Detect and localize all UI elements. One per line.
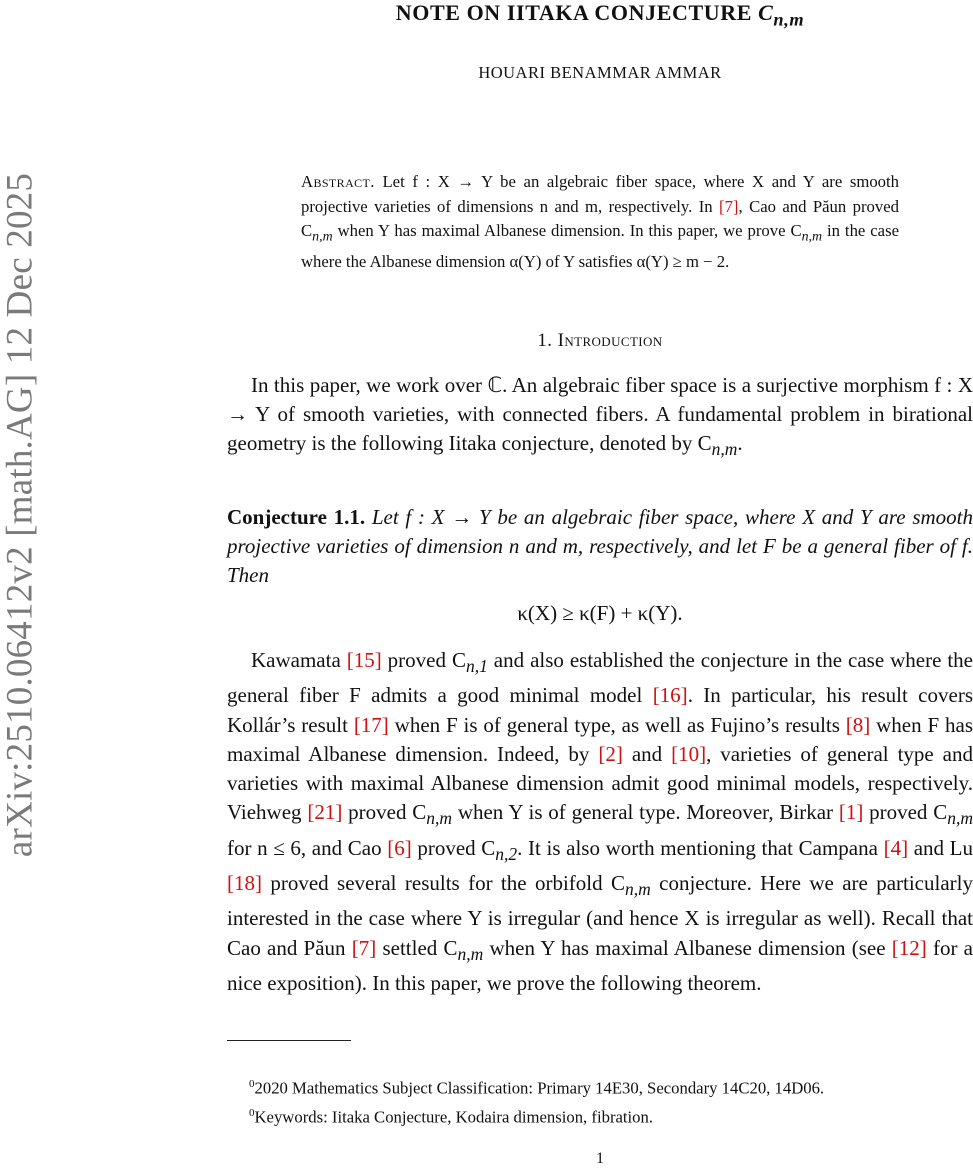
section-heading: 1. Introduction xyxy=(537,330,663,351)
conjecture-block xyxy=(227,503,973,591)
paragraph-text: proved C xyxy=(411,835,496,860)
math-subscript: n,m xyxy=(801,229,823,245)
abstract-text: Let f : X → Y be an algebraic fiber space, where X and Y are smooth projective varieties of dimensions n and m, respectively. In xyxy=(301,172,899,216)
math-subscript: n,m xyxy=(624,879,651,900)
paragraph-text: proved C xyxy=(863,800,948,825)
arxiv-sidebar xyxy=(0,125,41,905)
paragraph-text: proved C xyxy=(342,800,427,825)
footnote-msc xyxy=(227,1072,973,1101)
paragraph-text: proved several results for the orbifold C xyxy=(262,870,625,895)
paragraph-text: and Lu xyxy=(908,835,973,860)
paragraph-text: when Y is of general type. Moreover, Birkar xyxy=(452,800,839,825)
citation-link[interactable]: [7] xyxy=(351,935,377,960)
intro-paragraph xyxy=(227,371,973,465)
paragraph-text: . xyxy=(737,431,743,456)
paragraph-text: for a nice exposition). In this paper, we prove the following theorem. xyxy=(227,935,973,995)
conjecture-text: Let f : X → Y be an algebraic fiber space, where X and Y are smooth projective varieties of dimension n and m, respectively, and let F be a general fiber of f. Then xyxy=(227,505,973,588)
title-subscript: n,m xyxy=(773,9,805,30)
citation-link[interactable]: [4] xyxy=(883,835,909,860)
title-text: NOTE ON IITAKA CONJECTURE xyxy=(395,0,753,25)
footnote-mark: 0 xyxy=(249,1078,255,1090)
page-number: 1 xyxy=(596,1150,604,1167)
math-subscript: n,1 xyxy=(465,656,488,677)
paragraph-text: , varieties of general type and varieties with maximal Albanese dimension admit good minimal models, respectively. Viehweg xyxy=(227,741,973,825)
paragraph-text: and xyxy=(622,741,672,766)
author-name: HOUARI BENAMMAR AMMAR xyxy=(478,63,722,82)
citation-link[interactable]: [17] xyxy=(353,712,389,737)
abstract-label: Abstract. xyxy=(301,172,375,191)
footnote-text: Keywords: Iitaka Conjecture, Kodaira dimension, fibration. xyxy=(254,1107,654,1127)
citation-link[interactable]: [6] xyxy=(387,835,412,860)
conjecture-label: Conjecture 1.1. xyxy=(227,505,366,529)
citation-link[interactable]: [12] xyxy=(891,935,927,960)
paper-title xyxy=(227,0,973,30)
citation-link[interactable]: [7] xyxy=(719,196,739,216)
paragraph-text: settled C xyxy=(376,935,458,960)
math-subscript: n,m xyxy=(457,943,484,964)
math-subscript: n,m xyxy=(426,808,453,829)
footnote-text: 2020 Mathematics Subject Classification: Primary 14E30, Secondary 14C20, 14D06. xyxy=(254,1078,825,1098)
footnote-mark: 0 xyxy=(249,1106,255,1119)
abstract-text: in the case where the Albanese dimension α(Y) of Y satisfies α(Y) ≥ m − 2. xyxy=(301,221,899,271)
footnote-keywords xyxy=(227,1101,973,1130)
math-subscript: n,m xyxy=(711,439,738,460)
abstract-text: when Y has maximal Albanese dimension. In this paper, we prove C xyxy=(332,221,802,240)
paragraph-text: . It is also worth mentioning that Campana xyxy=(517,835,884,860)
arxiv-identifier: arXiv:2510.06412v2 [math.AG] 12 Dec 2025 xyxy=(0,172,41,858)
title-math: C xyxy=(758,0,774,25)
paragraph-text: and also established the conjecture in the case where the general fiber F admits a good minimal model xyxy=(227,648,973,708)
main-paragraph xyxy=(227,646,973,998)
math-subscript: n,m xyxy=(947,808,973,829)
citation-link[interactable]: [2] xyxy=(598,741,623,766)
abstract-text: , Cao and Păun proved C xyxy=(301,196,899,240)
citation-link[interactable]: [1] xyxy=(838,800,864,825)
math-subscript: n,m xyxy=(312,229,333,245)
citation-link[interactable]: [15] xyxy=(346,648,382,672)
paragraph-text: proved C xyxy=(381,648,466,672)
citation-link[interactable]: [21] xyxy=(307,800,343,825)
abstract xyxy=(301,170,899,274)
citation-link[interactable]: [8] xyxy=(845,712,871,737)
paragraph-text: when Y has maximal Albanese dimension (see xyxy=(483,935,892,960)
paragraph-text: conjecture. Here we are particularly interested in the case where Y is irregular (and hence X is irregular as well). Recall that Cao and Păun xyxy=(227,870,973,960)
paragraph-text: . In particular, his result covers Kollár’s result xyxy=(227,683,973,737)
citation-link[interactable]: [10] xyxy=(671,741,707,766)
paragraph-text: for n ≤ 6, and Cao xyxy=(227,835,388,860)
math-subscript: n,2 xyxy=(495,843,518,864)
paragraph-text: In this paper, we work over ℂ. An algebraic fiber space is a surjective morphism f : X → Y of smooth varieties, with connected fibers. A fundamental problem in birational geometry is the following Iitaka conjecture, denoted by C xyxy=(227,373,973,456)
paragraph-text: when F is of general type, as well as Fujino’s results xyxy=(388,712,846,737)
paragraph-text: when F has maximal Albanese dimension. Indeed, by xyxy=(227,712,973,766)
footnote-rule xyxy=(227,1040,351,1041)
paragraph-text: Kawamata xyxy=(251,648,347,672)
citation-link[interactable]: [16] xyxy=(652,683,688,708)
citation-link[interactable]: [18] xyxy=(227,870,262,895)
display-equation: κ(X) ≥ κ(F) + κ(Y). xyxy=(517,601,683,625)
footnotes xyxy=(227,1072,973,1129)
